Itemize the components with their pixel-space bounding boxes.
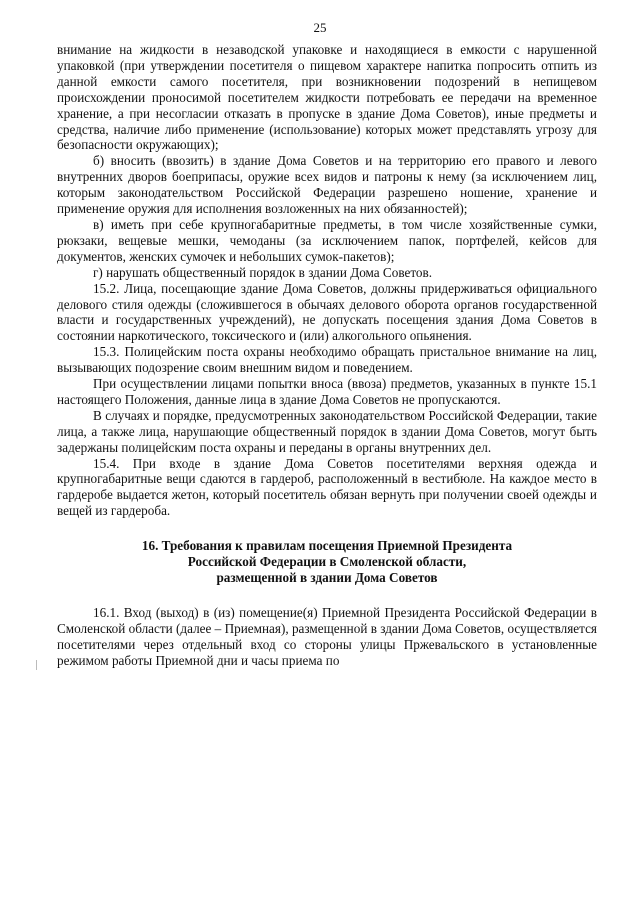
paragraph-detention: В случаях и порядке, предусмотренных законодательством Российской Федерации, такие лица, а также лица, нарушающие общественный порядок в здании Дома Советов, могут быть задержаны полицейским поста охраны и переданы в органы внутренних дел. [57, 407, 597, 455]
paragraph-15-3: 15.3. Полицейским поста охраны необходимо обращать пристальное внимание на лиц, вызывающих подозрение своим внешним видом и поведением. [57, 344, 597, 376]
section-heading-line-2: Российской Федерации в Смоленской области, [187, 554, 467, 570]
paragraph-15-2: 15.2. Лица, посещающие здание Дома Советов, должны придерживаться официального делового стиля одежды (сложившегося в обычаях делового оборота органов государственной власти и государственных учреждений), не допускать посещения здания Дома Советов в состоянии наркотического, токсического и (или) алкогольного опьянения. [57, 280, 597, 344]
section-heading-line-3: размещенной в здании Дома Советов [216, 570, 438, 585]
paragraph-16-1: 16.1. Вход (выход) в (из) помещение(я) Приемной Президента Российской Федерации в Смоленской области (далее – Приемная), размещенной в здании Дома Советов, осуществляется посетителями через отдельный вход со стороны улицы Пржевальского в установленные режимом работы Приемной дни и часы приема по [57, 604, 597, 668]
paragraph-item-b: б) вносить (ввозить) в здание Дома Советов и на территорию его правого и левого внутренних дворов боеприпасы, оружие всех видов и патроны к нему (за исключением лиц, которым законодательством Российской Федерации разрешено ношение, хранение и применение оружия для исполнения возложенных на них обязанностей); [57, 153, 597, 217]
page-number: 25 [313, 20, 327, 35]
document-body [57, 42, 597, 669]
paragraph-item-g: г) нарушать общественный порядок в здании Дома Советов. [93, 264, 433, 280]
section-heading [57, 538, 597, 586]
section-heading-line-1: 16. Требования к правилам посещения Приемной Президента [141, 538, 513, 554]
paragraph-attempt: При осуществлении лицами попытки вноса (ввоза) предметов, указанных в пункте 15.1 настоящего Положения, данные лица в здание Дома Советов не пропускаются. [57, 376, 597, 407]
margin-mark [36, 660, 37, 670]
paragraph-item-v: в) иметь при себе крупногабаритные предметы, в том числе хозяйственные сумки, рюкзаки, вещевые мешки, чемоданы (за исключением папок, портфелей, кейсов для документов, женских сумочек и небольших сумок-пакетов); [57, 216, 597, 264]
paragraph-15-4: 15.4. При входе в здание Дома Советов посетителями верхняя одежда и крупногабаритные вещи сдаются в гардероб, расположенный в вестибюле. На каждое место в гардеробе выдается жетон, который посетитель обязан вернуть при получении своей одежды и вещей из гардероба. [57, 455, 597, 519]
paragraph-continuation: внимание на жидкости в незаводской упаковке и находящиеся в емкости с нарушенной упаковкой (при утверждении посетителя о пищевом характере напитка попросить отпить из данной емкости самого посетителя, при возникновении подозрений в непищевом происхождении проносимой посетителем жидкости потребовать ее передачи на временное хранение, а при несогласии отказать в пропуске в здание Дома Советов), иные предметы и средства, наличие либо применение (использование) которых может представлять угрозу для безопасности окружающих); [57, 42, 597, 153]
